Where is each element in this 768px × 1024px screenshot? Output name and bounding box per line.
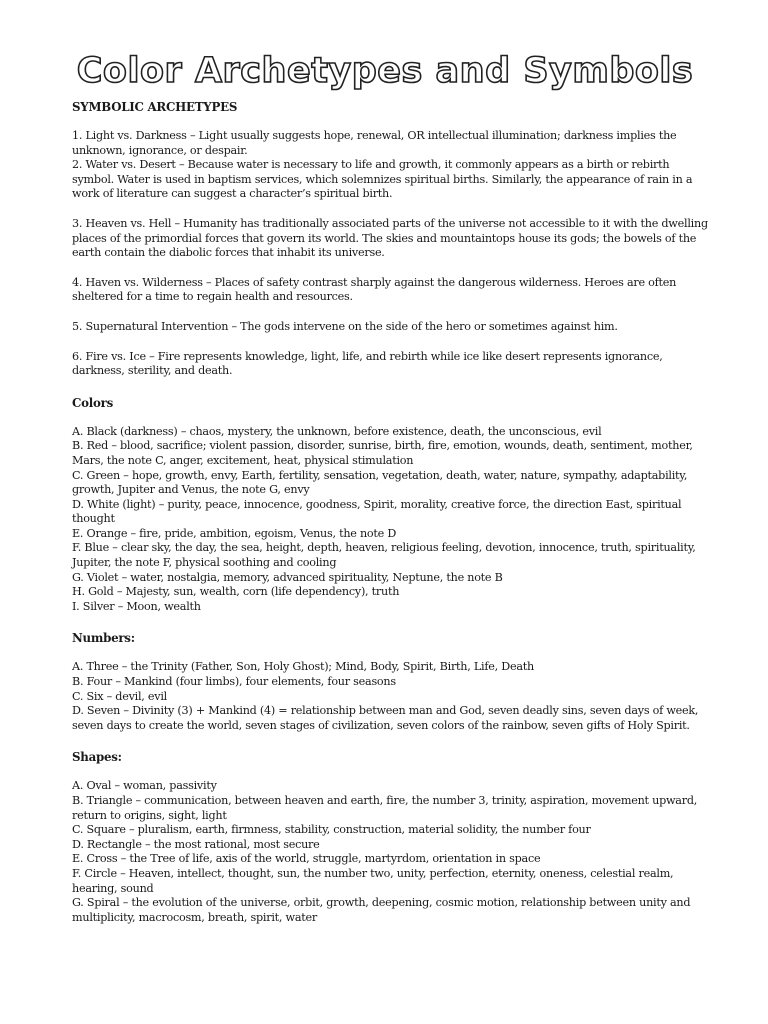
number-item: D. Seven – Divinity (3) + Mankind (4) = relationship between man and God, seven deadly sins, seven days of week, seven days to create the world, seven stages of civilization, seven colors of the rainbow, seven gifts of Holy Spirit. bbox=[72, 704, 699, 732]
color-item: G. Violet – water, nostalgia, memory, advanced spirituality, Neptune, the note B bbox=[72, 570, 503, 584]
shape-item: F. Circle – Heaven, intellect, thought, sun, the number two, unity, perfection, eternity, oneness, celestial realm, hearing, sound bbox=[72, 866, 674, 895]
shape-item: B. Triangle – communication, between heaven and earth, fire, the number 3, trinity, aspiration, movement upward, return to origins, sight, light bbox=[72, 794, 698, 822]
archetype-item: 6. Fire vs. Ice – Fire represents knowledge, light, life, and rebirth while ice like desert represents ignorance, darkness, sterility, and death. bbox=[72, 349, 663, 378]
color-item: H. Gold – Majesty, sun, wealth, corn (life dependency), truth bbox=[72, 585, 400, 599]
color-item: B. Red – blood, sacrifice; violent passion, disorder, sunrise, birth, fire, emotion, wounds, death, sentiment, mother, Mars, the note C, anger, excitement, heat, physical stimulation bbox=[72, 439, 693, 467]
color-item: A. Black (darkness) – chaos, mystery, the unknown, before existence, death, the unconscious, evil bbox=[72, 424, 602, 438]
number-item: B. Four – Mankind (four limbs), four elements, four seasons bbox=[72, 675, 396, 689]
shape-item: E. Cross – the Tree of life, axis of the world, struggle, martyrdom, orientation in space bbox=[72, 852, 541, 866]
shape-item: G. Spiral – the evolution of the universe, orbit, growth, deepening, cosmic motion, relationship between unity and multiplicity, macrocosm, breath, spirit, water bbox=[72, 896, 691, 924]
color-item: E. Orange – fire, pride, ambition, egoism, Venus, the note D bbox=[72, 526, 397, 540]
shape-item: C. Square – pluralism, earth, firmness, stability, construction, material solidity, the number four bbox=[72, 823, 591, 837]
number-item: A. Three – the Trinity (Father, Son, Holy Ghost); Mind, Body, Spirit, Birth, Life, Death bbox=[72, 660, 534, 674]
color-item: C. Green – hope, growth, envy, Earth, fertility, sensation, vegetation, death, water, nature, sympathy, adaptability, growth, Jupiter and Venus, the note G, envy bbox=[72, 468, 688, 497]
archetype-item: 3. Heaven vs. Hell – Humanity has traditionally associated parts of the universe not accessible to it with the dwelling places of the primordial forces that govern its world. The skies and mountaintops house its gods; the bowels of the earth contain the diabolic forces that inhabit its universe. bbox=[72, 216, 708, 260]
number-item: C. Six – devil, evil bbox=[72, 689, 167, 703]
archetypes-heading: SYMBOLIC ARCHETYPES bbox=[72, 100, 238, 114]
color-item: F. Blue – clear sky, the day, the sea, height, depth, heaven, religious feeling, devotion, innocence, truth, spirituality, Jupiter, the note F, physical soothing and cooling bbox=[72, 541, 696, 570]
archetype-item: 5. Supernatural Intervention – The gods intervene on the side of the hero or sometimes against him. bbox=[72, 319, 618, 333]
page-title: Color Archetypes and Symbols bbox=[76, 51, 694, 91]
shape-item: D. Rectangle – the most rational, most secure bbox=[72, 837, 320, 851]
archetype-item: 1. Light vs. Darkness – Light usually suggests hope, renewal, OR intellectual illumination; darkness implies the unknown, ignorance, or despair. bbox=[72, 129, 677, 157]
archetype-item: 2. Water vs. Desert – Because water is necessary to life and growth, it commonly appears as a birth or rebirth symbol. Water is used in baptism services, which solemnizes spiritual births. Similarly, the appearance of rain in a work of literature can suggest a character’s spiritual birth. bbox=[72, 158, 693, 201]
color-item: D. White (light) – purity, peace, innocence, goodness, Spirit, morality, creative force, the direction East, spiritual thought bbox=[72, 497, 682, 526]
colors-heading: Colors bbox=[72, 395, 113, 410]
archetype-item: 4. Haven vs. Wilderness – Places of safety contrast sharply against the dangerous wilderness. Heroes are often sheltered for a time to regain health and resources. bbox=[72, 275, 677, 304]
document-body bbox=[72, 99, 708, 925]
shape-item: A. Oval – woman, passivity bbox=[72, 779, 217, 793]
numbers-heading: Numbers: bbox=[72, 631, 135, 646]
color-item: I. Silver – Moon, wealth bbox=[72, 599, 201, 613]
shapes-heading: Shapes: bbox=[72, 750, 122, 765]
